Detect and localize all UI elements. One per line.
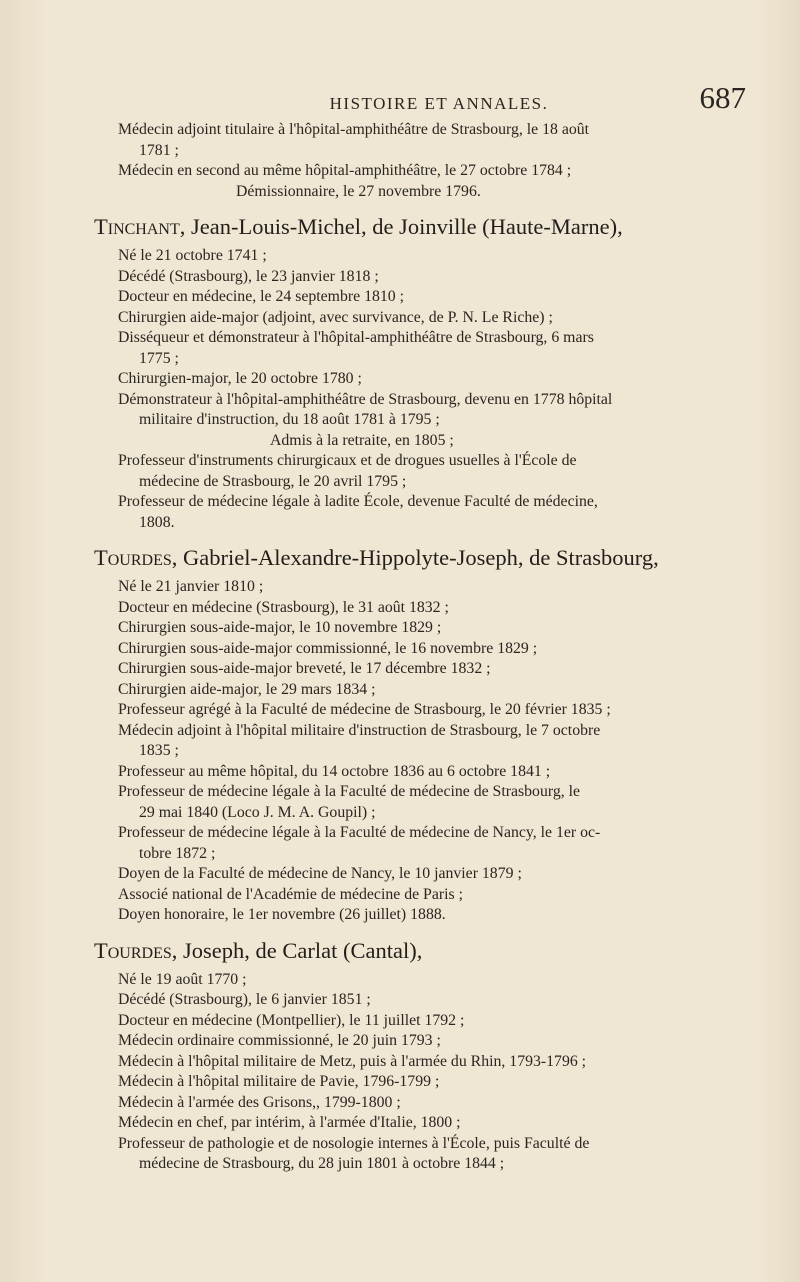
entry-tourdes-gabriel (94, 545, 760, 926)
entry-line: Médecin à l'hôpital militaire de Pavie, 1796-1799 ; (118, 1073, 440, 1090)
entry-heading (94, 214, 760, 240)
intro-line: Démissionnaire, le 27 novembre 1796. (236, 182, 481, 200)
entry-line: Chirurgien aide-major, le 29 mars 1834 ; (118, 680, 376, 698)
entry-line: Professeur au même hôpital, du 14 octobre 1836 au 6 octobre 1841 ; (118, 762, 551, 780)
entry-line: Chirurgien aide-major (adjoint, avec survivance, de P. N. Le Riche) ; (118, 308, 553, 326)
entry-line: Professeur de pathologie et de nosologie internes à l'École, puis Faculté de (118, 1134, 590, 1152)
entry-tinchant (94, 214, 760, 533)
entry-line: Né le 19 août 1770 ; (118, 970, 247, 988)
entry-surname: Tourdes, (94, 545, 178, 570)
entry-line: militaire d'instruction, du 18 août 1781 à 1795 ; (139, 411, 440, 428)
entry-line: Docteur en médecine (Strasbourg), le 31 août 1832 ; (118, 598, 449, 616)
entry-line: Professeur de médecine légale à la Faculté de médecine de Strasbourg, le (118, 783, 581, 800)
entry-line: Médecin à l'hôpital militaire de Metz, puis à l'armée du Rhin, 1793-1796 ; (118, 1052, 587, 1070)
entry-line: Professeur d'instruments chirurgicaux et de drogues usuelles à l'École de (118, 452, 577, 469)
intro-block (118, 120, 760, 202)
entry-line: médecine de Strasbourg, du 28 juin 1801 à octobre 1844 ; (139, 1155, 505, 1172)
entry-line: Disséqueur et démonstrateur à l'hôpital-amphithéâtre de Strasbourg, 6 mars (118, 329, 594, 346)
entry-line: Décédé (Strasbourg), le 23 janvier 1818 ; (118, 267, 379, 285)
entry-line: Médecin ordinaire commissionné, le 20 juin 1793 ; (118, 1032, 441, 1049)
entry-line: Né le 21 janvier 1810 ; (118, 578, 264, 595)
entry-line: Professeur de médecine légale à ladite École, devenue Faculté de médecine, (118, 493, 598, 510)
intro-line: Médecin adjoint titulaire à l'hôpital-amphithéâtre de Strasbourg, le 18 août (118, 121, 590, 138)
entry-line: Chirurgien sous-aide-major commissionné, le 16 novembre 1829 ; (118, 639, 538, 657)
running-head (118, 80, 760, 120)
entry-line: Docteur en médecine (Montpellier), le 11 juillet 1792 ; (118, 1011, 465, 1029)
entry-line: Professeur agrégé à la Faculté de médecine de Strasbourg, le 20 février 1835 ; (118, 701, 611, 718)
entry-line: Médecin en chef, par intérim, à l'armée d'Italie, 1800 ; (118, 1114, 461, 1131)
entry-line: 1775 ; (139, 349, 179, 367)
entry-line: Chirurgien sous-aide-major breveté, le 17 décembre 1832 ; (118, 660, 491, 677)
entry-heading-rest: Joseph, de Carlat (Cantal), (177, 937, 423, 963)
entry-line: Doyen honoraire, le 1er novembre (26 juillet) 1888. (118, 906, 446, 923)
entry-line: Professeur de médecine légale à la Faculté de médecine de Nancy, le 1er oc- (118, 824, 601, 841)
entry-line: Né le 21 octobre 1741 ; (118, 247, 267, 264)
entry-line: Chirurgien sous-aide-major, le 10 novembre 1829 ; (118, 619, 442, 636)
entry-line: Médecin à l'armée des Grisons,, 1799-1800 ; (118, 1093, 401, 1111)
entry-surname: Tinchant, (94, 214, 186, 239)
entry-line: Associé national de l'Académie de médecine de Paris ; (118, 885, 463, 903)
entry-heading-rest: Jean-Louis-Michel, de Joinville (Haute-Marne), (185, 214, 623, 239)
intro-line: 1781 ; (139, 141, 179, 159)
entry-heading (94, 545, 760, 571)
page-number: 687 (699, 80, 746, 115)
entry-line: Doyen de la Faculté de médecine de Nancy, le 10 janvier 1879 ; (118, 865, 522, 882)
entry-line: 1808. (139, 513, 175, 531)
entry-heading (94, 938, 760, 964)
intro-line: Médecin en second au même hôpital-amphithéâtre, le 27 octobre 1784 ; (118, 162, 572, 179)
entry-line: Docteur en médecine, le 24 septembre 1810 ; (118, 288, 404, 305)
entry-surname: Tourdes, (94, 937, 178, 963)
entry-line: Admis à la retraite, en 1805 ; (270, 431, 454, 449)
entry-line: médecine de Strasbourg, le 20 avril 1795 ; (139, 472, 407, 490)
entry-line: 29 mai 1840 (Loco J. M. A. Goupil) ; (139, 803, 376, 821)
entry-line: 1835 ; (139, 742, 179, 759)
entry-line: Chirurgien-major, le 20 octobre 1780 ; (118, 370, 362, 387)
entry-line: Décédé (Strasbourg), le 6 janvier 1851 ; (118, 991, 371, 1008)
entry-line: tobre 1872 ; (139, 844, 216, 862)
entry-tourdes-joseph (94, 937, 760, 1175)
running-title: HISTOIRE ET ANNALES. (329, 94, 549, 113)
entry-line: Démonstrateur à l'hôpital-amphithéâtre de Strasbourg, devenu en 1778 hôpital (118, 390, 613, 408)
entry-line: Médecin adjoint à l'hôpital militaire d'instruction de Strasbourg, le 7 octobre (118, 721, 601, 739)
entry-heading-rest: Gabriel-Alexandre-Hippolyte-Joseph, de Strasbourg, (177, 545, 659, 570)
